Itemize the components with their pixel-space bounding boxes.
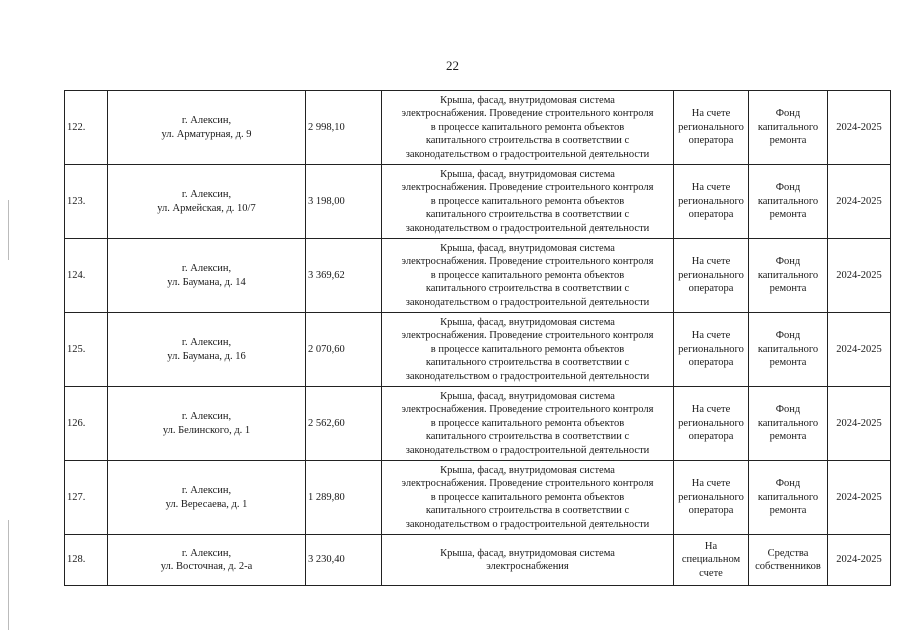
building-area: 1 289,80 bbox=[306, 461, 382, 535]
table-row bbox=[65, 461, 891, 535]
repair-works: Крыша, фасад, внутридомовая система электроснабжения bbox=[382, 535, 674, 586]
repair-period: 2024-2025 bbox=[828, 165, 891, 239]
table-row bbox=[65, 165, 891, 239]
building-area: 3 369,62 bbox=[306, 239, 382, 313]
repair-works: Крыша, фасад, внутридомовая система электроснабжения. Проведение строительного контроля в процессе капитального ремонта объектов капитального строительства в соответствии с законодательством о градостроительной деятельности bbox=[382, 387, 674, 461]
scan-margin-mark bbox=[8, 200, 9, 260]
building-address: г. Алексин, ул. Баумана, д. 14 bbox=[108, 239, 306, 313]
table-row bbox=[65, 387, 891, 461]
row-number: 122. bbox=[65, 91, 108, 165]
repair-period: 2024-2025 bbox=[828, 239, 891, 313]
row-number: 123. bbox=[65, 165, 108, 239]
building-area: 2 070,60 bbox=[306, 313, 382, 387]
building-address: г. Алексин, ул. Арматурная, д. 9 bbox=[108, 91, 306, 165]
table-row bbox=[65, 239, 891, 313]
fund-account: На счете регионального оператора bbox=[674, 387, 749, 461]
building-address: г. Алексин, ул. Восточная, д. 2-а bbox=[108, 535, 306, 586]
row-number: 127. bbox=[65, 461, 108, 535]
repair-works: Крыша, фасад, внутридомовая система электроснабжения. Проведение строительного контроля в процессе капитального ремонта объектов капитального строительства в соответствии с законодательством о градостроительной деятельности bbox=[382, 239, 674, 313]
repair-period: 2024-2025 bbox=[828, 461, 891, 535]
table-row bbox=[65, 313, 891, 387]
table-row bbox=[65, 535, 891, 586]
repair-registry-table bbox=[64, 90, 891, 586]
building-address: г. Алексин, ул. Белинского, д. 1 bbox=[108, 387, 306, 461]
fund-account: На счете регионального оператора bbox=[674, 165, 749, 239]
fund-account: На счете регионального оператора bbox=[674, 239, 749, 313]
row-number: 126. bbox=[65, 387, 108, 461]
repair-works: Крыша, фасад, внутридомовая система электроснабжения. Проведение строительного контроля в процессе капитального ремонта объектов капитального строительства в соответствии с законодательством о градостроительной деятельности bbox=[382, 461, 674, 535]
fund-account: На специальном счете bbox=[674, 535, 749, 586]
fund-account: На счете регионального оператора bbox=[674, 461, 749, 535]
fund-account: На счете регионального оператора bbox=[674, 91, 749, 165]
repair-works: Крыша, фасад, внутридомовая система электроснабжения. Проведение строительного контроля в процессе капитального ремонта объектов капитального строительства в соответствии с законодательством о градостроительной деятельности bbox=[382, 313, 674, 387]
repair-period: 2024-2025 bbox=[828, 535, 891, 586]
repair-works: Крыша, фасад, внутридомовая система электроснабжения. Проведение строительного контроля в процессе капитального ремонта объектов капитального строительства в соответствии с законодательством о градостроительной деятельности bbox=[382, 165, 674, 239]
funding-source: Фонд капитального ремонта bbox=[749, 165, 828, 239]
scan-margin-mark bbox=[8, 520, 9, 630]
building-address: г. Алексин, ул. Баумана, д. 16 bbox=[108, 313, 306, 387]
building-address: г. Алексин, ул. Вересаева, д. 1 bbox=[108, 461, 306, 535]
funding-source: Фонд капитального ремонта bbox=[749, 461, 828, 535]
building-address: г. Алексин, ул. Армейская, д. 10/7 bbox=[108, 165, 306, 239]
table-row bbox=[65, 91, 891, 165]
building-area: 2 998,10 bbox=[306, 91, 382, 165]
repair-period: 2024-2025 bbox=[828, 313, 891, 387]
building-area: 2 562,60 bbox=[306, 387, 382, 461]
building-area: 3 230,40 bbox=[306, 535, 382, 586]
fund-account: На счете регионального оператора bbox=[674, 313, 749, 387]
repair-period: 2024-2025 bbox=[828, 387, 891, 461]
repair-works: Крыша, фасад, внутридомовая система электроснабжения. Проведение строительного контроля в процессе капитального ремонта объектов капитального строительства в соответствии с законодательством о градостроительной деятельности bbox=[382, 91, 674, 165]
page-number: 22 bbox=[446, 58, 459, 73]
funding-source: Фонд капитального ремонта bbox=[749, 387, 828, 461]
funding-source: Фонд капитального ремонта bbox=[749, 313, 828, 387]
row-number: 124. bbox=[65, 239, 108, 313]
funding-source: Средства собственников bbox=[749, 535, 828, 586]
building-area: 3 198,00 bbox=[306, 165, 382, 239]
repair-period: 2024-2025 bbox=[828, 91, 891, 165]
row-number: 128. bbox=[65, 535, 108, 586]
funding-source: Фонд капитального ремонта bbox=[749, 91, 828, 165]
row-number: 125. bbox=[65, 313, 108, 387]
funding-source: Фонд капитального ремонта bbox=[749, 239, 828, 313]
